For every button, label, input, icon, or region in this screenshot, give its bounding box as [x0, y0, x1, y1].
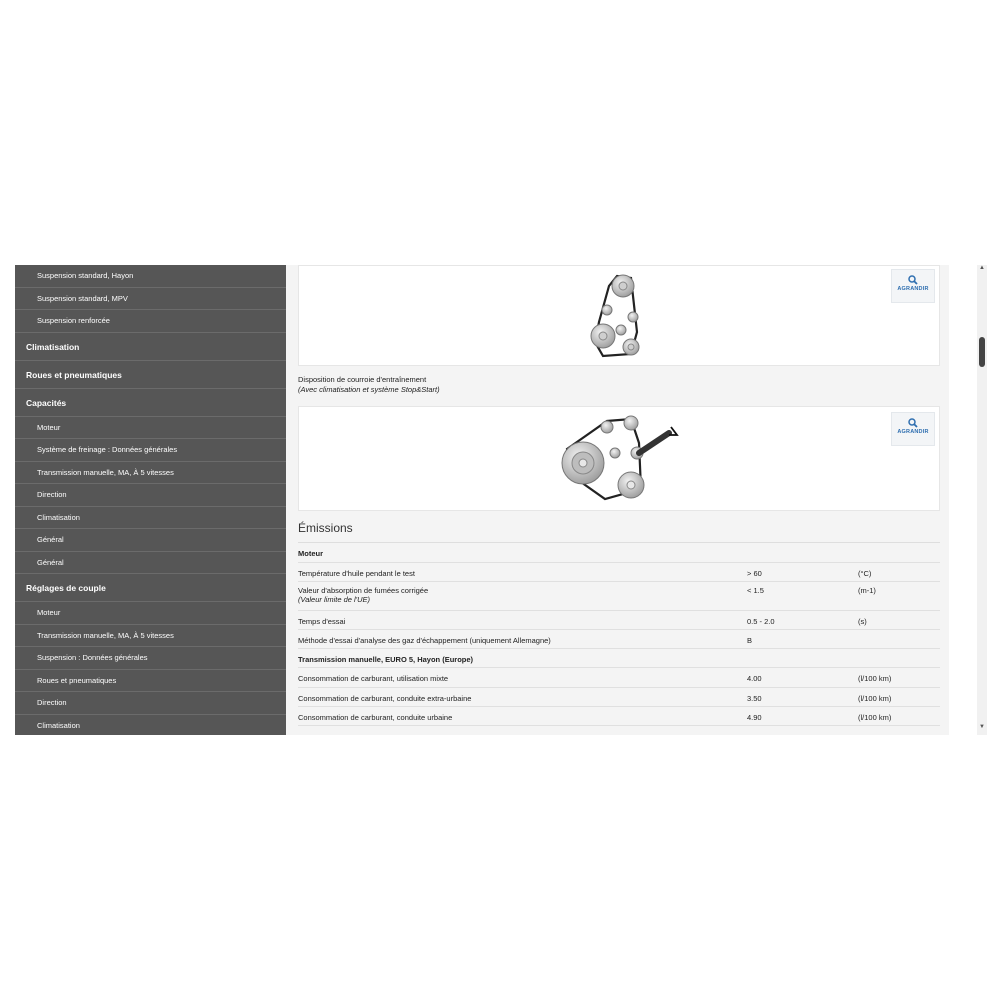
sidebar-item[interactable]: Suspension : Données générales	[15, 647, 286, 670]
diagram-caption	[298, 375, 940, 395]
sidebar-item[interactable]: Direction	[15, 484, 286, 507]
row-unit: (m-1)	[858, 586, 876, 595]
belt-diagram-card-2	[298, 406, 940, 511]
row-unit: (°C)	[858, 569, 872, 578]
row-unit: (s)	[858, 617, 867, 626]
sidebar-category[interactable]: Roues et pneumatiques	[15, 361, 286, 389]
row-label	[298, 655, 738, 664]
row-label-text: Consommation de carburant, conduite urbaine	[298, 713, 453, 722]
row-label-text: Transmission manuelle, EURO 5, Hayon (Europe)	[298, 655, 474, 664]
row-value: 4.00	[747, 674, 762, 683]
row-label	[298, 674, 738, 683]
sidebar-item[interactable]: Transmission manuelle, MA, À 5 vitesses	[15, 625, 286, 648]
sidebar-item[interactable]: Moteur	[15, 602, 286, 625]
row-label	[298, 569, 738, 578]
scrollbar[interactable]	[977, 265, 987, 735]
zoom-label: AGRANDIR	[897, 286, 929, 292]
sidebar-item[interactable]: Climatisation	[15, 715, 286, 736]
row-unit: (l/100 km)	[858, 694, 892, 703]
sidebar-category[interactable]: Réglages de couple	[15, 574, 286, 602]
row-value: > 60	[747, 569, 762, 578]
row-label	[298, 694, 738, 703]
sidebar-item[interactable]: Système de freinage : Données générales	[15, 439, 286, 462]
zoom-button-2[interactable]	[891, 412, 935, 446]
table-section-header	[298, 543, 940, 563]
main-content	[286, 265, 949, 735]
row-unit: (l/100 km)	[858, 713, 892, 722]
sidebar-item[interactable]: Suspension renforcée	[15, 310, 286, 333]
belt-diagram-card-1	[298, 265, 940, 366]
row-label-text: Méthode d'essai d'analyse des gaz d'échappement (uniquement Allemagne)	[298, 636, 551, 645]
row-label	[298, 713, 738, 722]
emissions-table	[298, 543, 940, 726]
sidebar-item[interactable]: Suspension standard, MPV	[15, 288, 286, 311]
row-label	[298, 549, 738, 558]
magnifier-icon	[908, 418, 918, 428]
table-row	[298, 707, 940, 726]
emissions-section	[298, 513, 940, 726]
scroll-thumb[interactable]	[979, 337, 985, 367]
sidebar-item[interactable]: Général	[15, 529, 286, 552]
sidebar-category[interactable]: Climatisation	[15, 333, 286, 361]
belt-diagram-image-1	[585, 272, 665, 364]
table-row	[298, 582, 940, 611]
magnifier-icon	[908, 275, 918, 285]
row-label	[298, 586, 738, 604]
row-value: 3.50	[747, 694, 762, 703]
row-note: (Valeur limite de l'UE)	[298, 595, 371, 604]
row-value: 4.90	[747, 713, 762, 722]
sidebar-item[interactable]: Roues et pneumatiques	[15, 670, 286, 693]
app-window	[15, 265, 987, 735]
zoom-button-1[interactable]	[891, 269, 935, 303]
belt-diagram-image-2	[559, 413, 691, 505]
row-label	[298, 617, 738, 626]
row-label-text: Temps d'essai	[298, 617, 346, 626]
row-value: 0.5 - 2.0	[747, 617, 775, 626]
row-label-text: Consommation de carburant, utilisation mixte	[298, 674, 449, 683]
scroll-down-icon[interactable]: ▼	[979, 724, 985, 730]
sidebar-item[interactable]: Suspension standard, Hayon	[15, 265, 286, 288]
row-label	[298, 636, 738, 645]
row-label-text: Valeur d'absorption de fumées corrigée	[298, 586, 429, 595]
row-label-text: Consommation de carburant, conduite extra-urbaine	[298, 694, 472, 703]
sidebar-item[interactable]: Climatisation	[15, 507, 286, 530]
caption-title: Disposition de courroie d'entraînement	[298, 375, 427, 384]
table-row	[298, 630, 940, 649]
row-value: < 1.5	[747, 586, 764, 595]
row-unit: (l/100 km)	[858, 674, 892, 683]
row-value: B	[747, 636, 753, 645]
table-row	[298, 688, 940, 707]
row-label-text: Moteur	[298, 549, 323, 558]
table-row	[298, 611, 940, 630]
table-row	[298, 668, 940, 688]
sidebar-item[interactable]: Général	[15, 552, 286, 575]
sidebar-category[interactable]: Capacités	[15, 389, 286, 417]
scroll-up-icon[interactable]: ▲	[979, 265, 985, 271]
table-row	[298, 563, 940, 582]
table-section-header	[298, 649, 940, 668]
sidebar-item[interactable]: Moteur	[15, 417, 286, 440]
section-title: Émissions	[298, 513, 940, 543]
sidebar-item[interactable]: Direction	[15, 692, 286, 715]
row-label-text: Température d'huile pendant le test	[298, 569, 415, 578]
sidebar-item[interactable]: Transmission manuelle, MA, À 5 vitesses	[15, 462, 286, 485]
zoom-label: AGRANDIR	[897, 429, 929, 435]
caption-subtitle: (Avec climatisation et système Stop&Start)	[298, 385, 440, 394]
sidebar[interactable]	[15, 265, 286, 735]
